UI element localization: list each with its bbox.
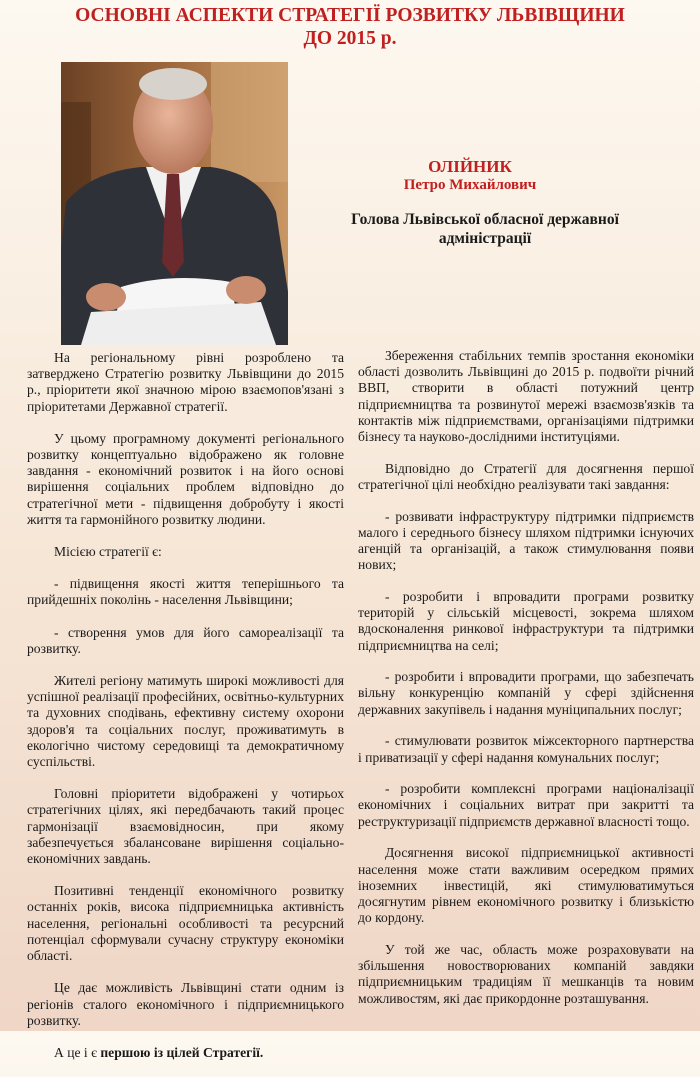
- paragraph: - розробити і впровадити програми, що забезпечать вільну конкуренцію компаній у сфері здійснення державних закупівель і надання муніципальних послуг;: [358, 669, 694, 717]
- title-line-1: ОСНОВНІ АСПЕКТИ СТРАТЕГІЇ РОЗВИТКУ ЛЬВІВЩИНИ: [75, 5, 625, 26]
- person-block: [300, 157, 640, 248]
- paragraph: Досягнення високої підприємницької активності населення може стати важливим осередком прямих іноземних інвестицій, які стимулюватимуться досягнутим рівнем економічного розвитку і близькістю до кордону.: [358, 845, 694, 926]
- final-prefix: А це і є: [54, 1044, 97, 1060]
- paragraph: Відповідно до Стратегії для досягнення першої стратегічної цілі необхідно реалізувати такі завдання:: [358, 460, 694, 492]
- portrait-photo: [61, 62, 288, 345]
- paragraph: У той же час, область може розраховувати на збільшення новостворюваних компаній завдяки підприємницьким традиціям її мешканців та новим можливостям, які дає прикордонне розташування.: [358, 941, 694, 1006]
- paragraph-final: [27, 1045, 344, 1061]
- person-surname: ОЛІЙНИК: [428, 157, 512, 176]
- right-column: [358, 348, 694, 1022]
- title-line-2: ДО 2015 р.: [303, 28, 397, 49]
- paragraph: - розробити і впровадити програми розвитку територій у сільській місцевості, зокрема шляхом вдосконалення ринкової інфраструктури та підтримки підприємництва на селі;: [358, 588, 694, 653]
- paragraph: На регіональному рівні розроблено та затверджено Стратегію розвитку Львівщини до 2015 р., пріоритети якої значною мірою взаємопов'язані з пріоритетами Державної стратегії.: [27, 350, 344, 414]
- final-bold: першою із цілей Стратегії.: [100, 1044, 264, 1060]
- paragraph: У цьому програмному документі регіонального розвитку концептуально відображено як головне завдання - економічний розвиток і на його основі вирішення соціальних проблем відповідно до стратегічної мети - підвищення добробуту і якості життя та гармонійного розвитку людини.: [27, 430, 344, 527]
- paragraph: Це дає можливість Львівщині стати одним із регіонів сталого економічного і підприємницького розвитку.: [27, 980, 344, 1028]
- page-title: [0, 4, 700, 50]
- paragraph: Головні пріоритети відображені у чотирьох стратегічних цілях, які передбачають такий процес гармонізації взаємовідносин, при якому забезпечується збалансоване вирішення соціально-економічних завдань.: [27, 786, 344, 867]
- paragraph: Позитивні тенденції економічного розвитку останніх років, висока підприємницька активність населення, регіональні особливості та ресурсний потенціал сформували сучасну структуру економіки області.: [27, 883, 344, 964]
- paragraph: - підвищення якості життя теперішнього та прийдешніх поколінь - населення Львівщини;: [27, 576, 344, 608]
- paragraph: Місією стратегії є:: [54, 544, 162, 560]
- left-column: [27, 350, 344, 1077]
- paragraph: Жителі регіону матимуть широкі можливості для успішної реалізації професійних, освітньо-культурних та духовних сподівань, ефективну систему охорони здоров'я та соціальних послуг, проживатимуть в екологічно чистому середовищі та демократичному суспільстві.: [27, 673, 344, 770]
- paragraph: - створення умов для його самореалізації та розвитку.: [27, 624, 344, 656]
- paragraph: Збереження стабільних темпів зростання економіки області дозволить Львівщині до 2015 р. подвоїти річний ВВП, створити в області потужний центр підприємництва та розвинутої мережі взаємозв'язків та контактів між підприємствами, організаціями підтримки бізнесу та науково-дослідними інституціями.: [358, 348, 694, 445]
- person-position: Голова Львівської обласної державної адміністрації: [351, 211, 619, 247]
- paragraph: - розробити комплексні програми націоналізації економічних і соціальних витрат при закритті та реструктуризації підприємств державної власності тощо.: [358, 781, 694, 829]
- person-given-names: Петро Михайлович: [403, 177, 537, 193]
- paragraph: - розвивати інфраструктуру підтримки підприємств малого і середнього бізнесу шляхом підтримки існуючих агенцій та організацій, а також стимулювання появи нових;: [358, 508, 694, 573]
- paragraph: - стимулювати розвиток міжсекторного партнерства і приватизації у сфері надання комунальних послуг;: [358, 733, 694, 765]
